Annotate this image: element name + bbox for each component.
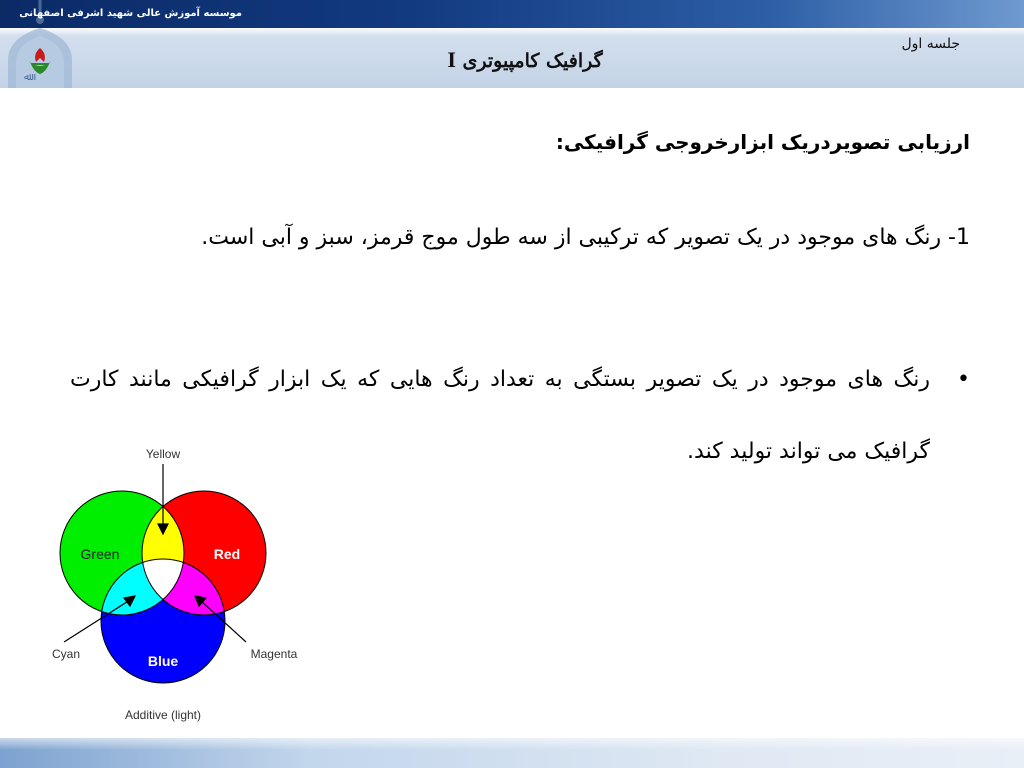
slide-title-numeral: I (447, 47, 456, 72)
bullet-text: رنگ های موجود در یک تصویر بستگی به تعداد رنگ هایی که یک ابزار گرافیکی مانند کارت گرافیک می تواند تولید کند. (70, 367, 930, 464)
diagram-caption: Additive (light) (124, 708, 202, 722)
slide-footer (0, 738, 1024, 768)
institution-name: موسسه آموزش عالی شهید اشرفی اصفهانی (19, 8, 242, 19)
magenta-label: Magenta (250, 647, 298, 661)
footer-shine (0, 738, 1024, 750)
numbered-point: 1- رنگ های موجود در یک تصویر که ترکیبی از سه طول موج قرمز، سبز و آبی است. (201, 225, 970, 250)
bullet-symbol: • (957, 367, 970, 392)
yellow-label: Yellow (145, 447, 181, 461)
slide-title-text: گرافیک کامپیوتری (462, 50, 603, 72)
slide-header (0, 0, 1024, 88)
content-heading: ارزیابی تصویردریک ابزارخروجی گرافیکی: (555, 130, 970, 154)
blue-label: Blue (147, 653, 179, 669)
green-label: Green (80, 546, 120, 562)
additive-color-diagram (40, 440, 320, 730)
cyan-label: Cyan (51, 647, 81, 661)
slide-title (360, 42, 680, 78)
session-label: جلسه اول (901, 36, 960, 52)
red-label: Red (213, 546, 241, 562)
svg-text:ﷲ: ﷲ (24, 72, 30, 83)
header-shine (0, 28, 1024, 36)
